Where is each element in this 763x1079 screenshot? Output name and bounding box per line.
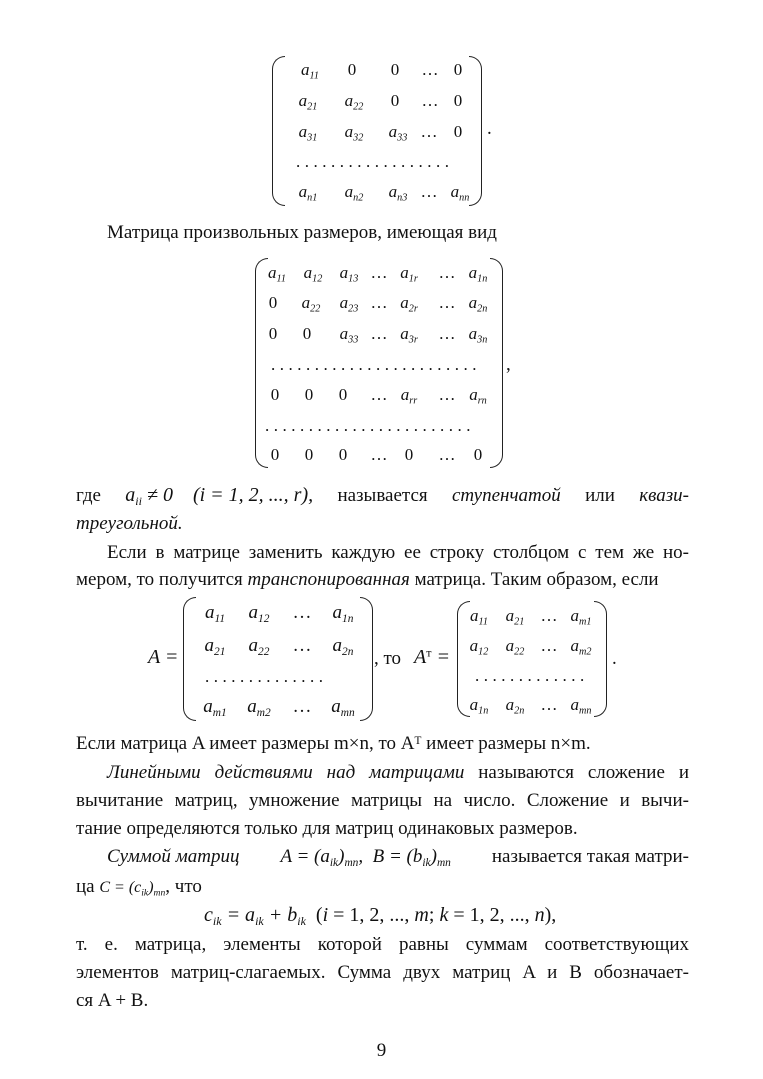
matrix-cell: $a_{n1}$ xyxy=(298,182,318,204)
paragraph-text: Если матрица A имеет размеры m×n, то Aᵀ имеет размеры n×m. xyxy=(76,733,591,754)
matrix-cell: $a_{rr}$ xyxy=(400,385,418,407)
matrix-dots-row: ............. xyxy=(475,666,589,685)
matrix-cell: 0 xyxy=(304,445,314,464)
paragraph-text xyxy=(107,846,689,868)
matrix-cell: … xyxy=(421,91,439,110)
matrix-cell: 0 xyxy=(268,293,278,312)
text-span: ца xyxy=(76,876,95,897)
term-transposed: транспонированная xyxy=(247,569,410,590)
matrix-cell: 0 xyxy=(453,122,463,141)
matrix-C-formula: $C = (c_{ik})_{mn}$ xyxy=(99,879,166,899)
matrix-cell: $a_{n3}$ xyxy=(388,182,408,204)
matrix-cell: … xyxy=(438,263,456,282)
matrix-cell: 0 xyxy=(390,91,400,110)
matrix-cell: $a_{mn}$ xyxy=(570,695,592,717)
matrix-trailing-period: . xyxy=(487,118,492,139)
matrix-cell: 0 xyxy=(268,324,278,343)
matrix-dots-row: .................. xyxy=(296,152,454,171)
matrix-cell: $a_{nn}$ xyxy=(450,182,470,204)
sum-elements-formula: $c_{ik} = a_{ik} + b_{ik}$ (i = 1, 2, ..., m; k = 1, 2, ..., n), xyxy=(204,904,557,929)
matrix-cell: 0 xyxy=(270,445,280,464)
matrix-cell: $a_{mn}$ xyxy=(331,696,355,719)
matrix-cell: 0 xyxy=(390,60,400,79)
matrix-cell: … xyxy=(438,385,456,404)
matrix-cell: $a_{1n}$ xyxy=(332,602,354,625)
matrix-cell: $a_{12}$ xyxy=(469,636,489,658)
paragraph-text xyxy=(107,762,689,784)
matrix-cell: 0 xyxy=(338,445,348,464)
page-number: 9 xyxy=(376,1040,387,1061)
matrix-cell: 0 xyxy=(473,445,483,464)
matrix-AT xyxy=(457,601,607,717)
matrix-cell: $a_{21}$ xyxy=(505,606,525,628)
paragraph-text: т. е. матрица, элементы которой равны суммам соответствующих xyxy=(76,934,689,955)
matrix-cell: $a_{22}$ xyxy=(344,91,364,113)
paragraph-text: ся A + B. xyxy=(76,990,149,1011)
text-span: матрица. Таким образом, если xyxy=(409,569,659,590)
condition-formula: $a_{ii} \ne 0$ (i = 1, 2, ..., r), xyxy=(125,484,314,509)
matrix-cell: … xyxy=(292,635,312,656)
term-stepped: ступенчатой xyxy=(451,485,561,506)
matrix-cell: $a_{m1}$ xyxy=(570,606,592,628)
matrix-cell: $a_{n2}$ xyxy=(344,182,364,204)
matrix-cell: 0 xyxy=(347,60,357,79)
paragraph-text: треугольной. xyxy=(76,513,183,534)
matrix-cell: $a_{31}$ xyxy=(298,122,318,144)
matrix-cell: $a_{1n}$ xyxy=(468,263,488,285)
matrix-cell: … xyxy=(370,445,388,464)
matrix-cell: $a_{11}$ xyxy=(470,606,488,628)
matrix-cell: $a_{21}$ xyxy=(204,635,226,658)
matrix-lower-triangular xyxy=(272,56,482,206)
paragraph-text: Матрица произвольных размеров, имеющая вид xyxy=(107,222,497,243)
matrix-cell: … xyxy=(421,60,439,79)
matrix-cell: $a_{33}$ xyxy=(388,122,408,144)
matrix-cell: $a_{33}$ xyxy=(339,324,359,346)
matrix-cell: $a_{1n}$ xyxy=(469,695,489,717)
matrix-A xyxy=(183,597,373,721)
paragraph-text xyxy=(76,569,689,591)
matrix-cell: … xyxy=(438,445,456,464)
word: называется xyxy=(337,485,428,506)
matrix-cell: $a_{12}$ xyxy=(248,602,270,625)
matrix-cell: … xyxy=(438,324,456,343)
matrix-cell: $a_{3n}$ xyxy=(468,324,488,346)
paragraph-text xyxy=(76,484,689,507)
matrix-AT-label: $A^т$ = xyxy=(414,645,450,668)
term-quasi: квази- xyxy=(639,485,689,506)
matrix-cell: … xyxy=(292,696,312,717)
matrix-cell: 0 xyxy=(453,91,463,110)
matrix-dots-row: .............. xyxy=(205,667,328,686)
matrix-cell: … xyxy=(292,602,312,623)
paragraph-text: элементов матриц-слагаемых. Сумма двух матриц A и B обозначает- xyxy=(76,962,689,983)
matrix-cell: $a_{13}$ xyxy=(339,263,359,285)
matrix-cell: … xyxy=(540,695,558,714)
matrix-cell: … xyxy=(438,293,456,312)
matrix-cell: $a_{2n}$ xyxy=(332,635,354,658)
matrix-stepped xyxy=(255,258,503,468)
paragraph-text: вычитание матриц, умножение матрицы на число. Сложение и вычи- xyxy=(76,790,689,811)
text-to: , то xyxy=(374,648,402,669)
paragraph-text: тание определяются только для матриц одинаковых размеров. xyxy=(76,818,578,839)
matrix-cell: $a_{12}$ xyxy=(303,263,323,285)
word: где xyxy=(76,485,101,506)
matrix-A-label: A = xyxy=(148,646,179,668)
matrix-cell: $a_{32}$ xyxy=(344,122,364,144)
sum-definition-formula: $A = (a_{ik})_{mn}$, $B = (b_{ik})_{mn}$ xyxy=(280,846,451,869)
paragraph-text: Если в матрице заменить каждую ее строку столбцом с тем же но- xyxy=(107,542,689,563)
matrix-cell: $a_{2n}$ xyxy=(505,695,525,717)
matrix-cell: … xyxy=(420,122,438,141)
matrix-cell: … xyxy=(370,263,388,282)
matrix-cell: $a_{11}$ xyxy=(268,263,286,285)
matrix-cell: … xyxy=(540,606,558,625)
matrix-cell: $a_{m2}$ xyxy=(570,636,592,658)
matrix-cell: … xyxy=(370,385,388,404)
word: или xyxy=(585,485,615,506)
term-sum: Суммой матриц xyxy=(107,846,240,867)
matrix-cell: $a_{rn}$ xyxy=(469,385,487,407)
matrix-cell: $a_{3r}$ xyxy=(400,324,418,346)
term-linear-ops: Линейными действиями над матрицами xyxy=(107,762,465,783)
matrix-cell: $a_{2r}$ xyxy=(400,293,418,315)
matrix-cell: $a_{m2}$ xyxy=(247,696,271,719)
matrix-cell: $a_{m1}$ xyxy=(203,696,227,719)
matrix-cell: 0 xyxy=(404,445,414,464)
text-span: мером, то получится xyxy=(76,569,248,590)
matrix-cell: 0 xyxy=(338,385,348,404)
matrix-cell: $a_{11}$ xyxy=(204,602,226,625)
matrix-cell: $a_{11}$ xyxy=(301,60,319,82)
text-span: , что xyxy=(165,876,202,897)
matrix-cell: $a_{1r}$ xyxy=(400,263,418,285)
matrix-cell: $a_{22}$ xyxy=(505,636,525,658)
matrix-cell: $a_{22}$ xyxy=(301,293,321,315)
matrix-trailing-comma: , xyxy=(506,354,511,375)
matrix-dots-row: ........................ xyxy=(265,416,475,435)
matrix-cell: … xyxy=(540,636,558,655)
matrix-dots-row: ........................ xyxy=(271,355,481,374)
matrix-cell: $a_{22}$ xyxy=(248,635,270,658)
matrix-cell: … xyxy=(420,182,438,201)
matrix-cell: 0 xyxy=(453,60,463,79)
text-span: называются сложение и xyxy=(464,762,689,783)
text-span: называется такая матри- xyxy=(491,846,689,867)
matrix-cell: $a_{2n}$ xyxy=(468,293,488,315)
matrix-cell: $a_{23}$ xyxy=(339,293,359,315)
paragraph-text xyxy=(76,876,202,898)
matrix-trailing-period: . xyxy=(612,648,617,669)
matrix-cell: … xyxy=(370,324,388,343)
matrix-cell: 0 xyxy=(270,385,280,404)
matrix-cell: 0 xyxy=(304,385,314,404)
matrix-cell: … xyxy=(370,293,388,312)
matrix-cell: $a_{21}$ xyxy=(298,91,318,113)
matrix-cell: 0 xyxy=(302,324,312,343)
